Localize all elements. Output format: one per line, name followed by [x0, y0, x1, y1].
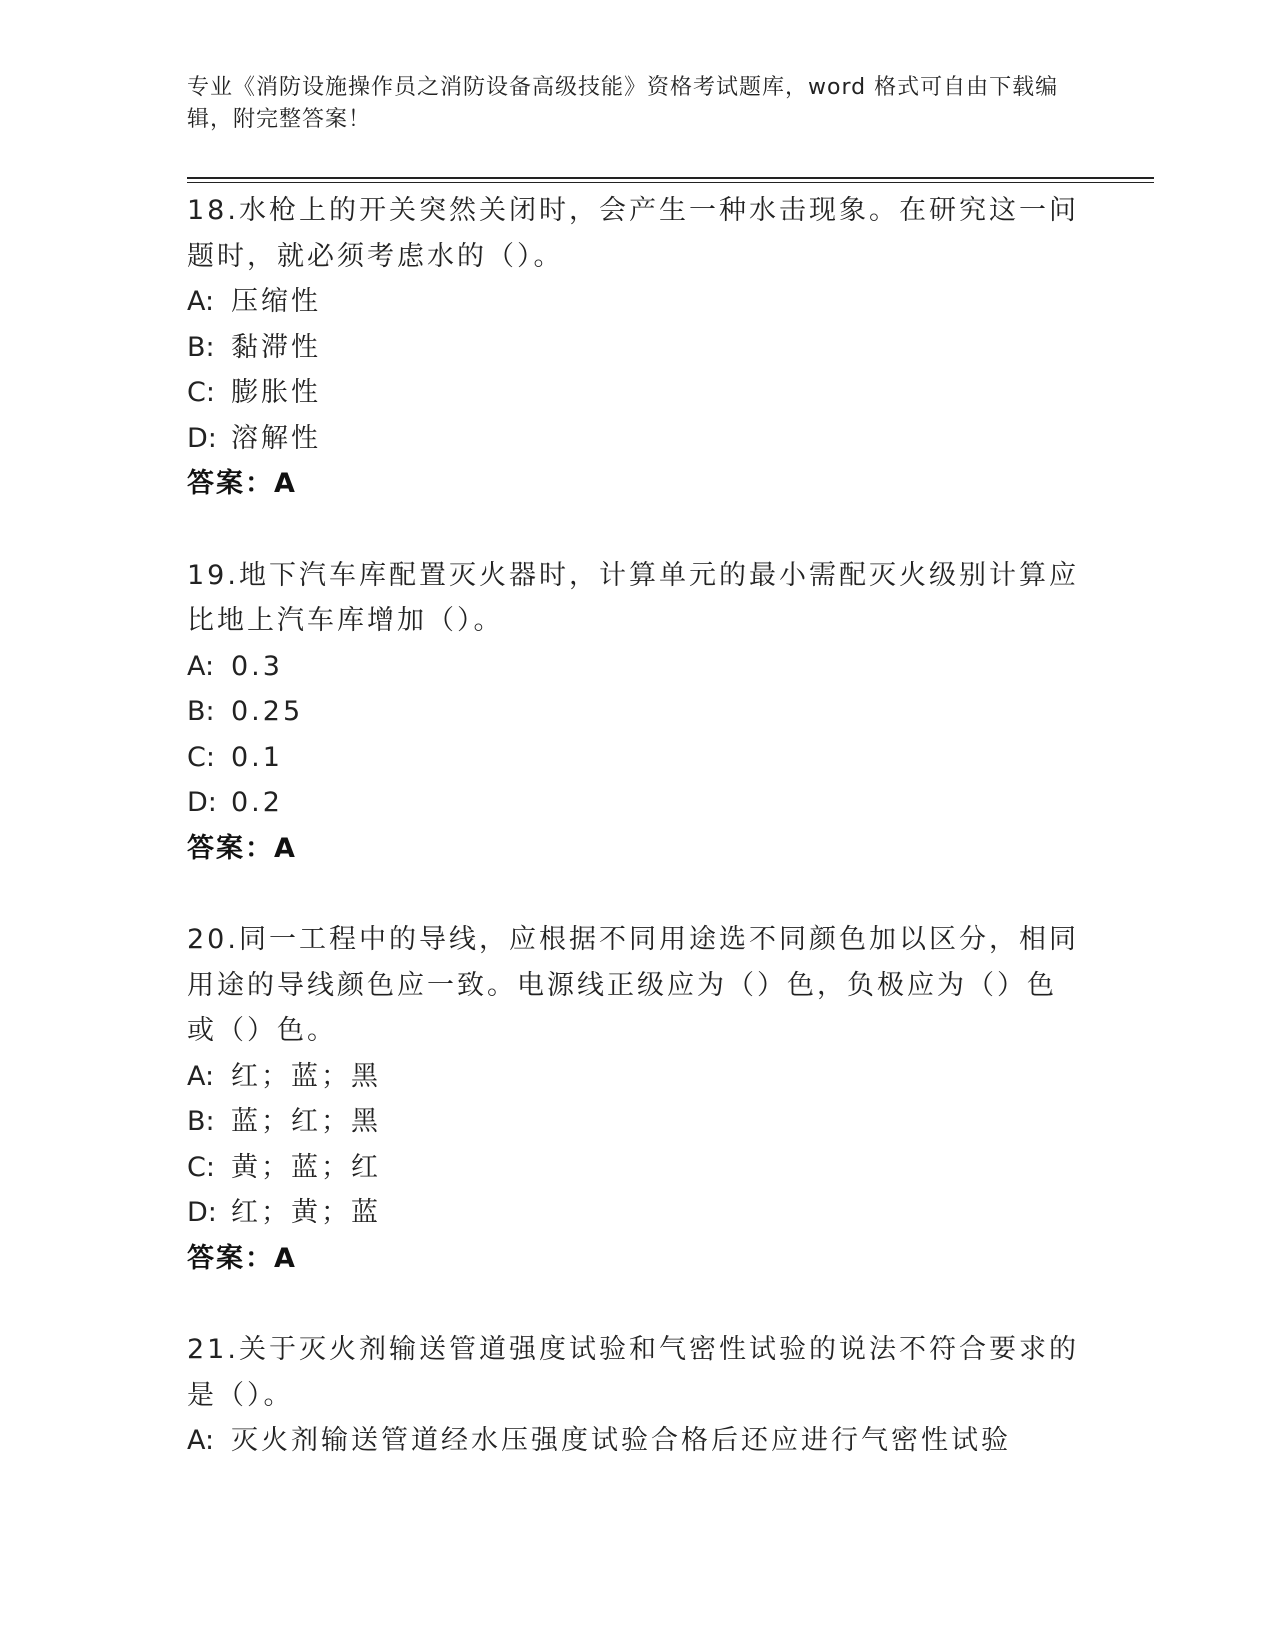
question-stem: 21.关于灭火剂输送管道强度试验和气密性试验的说法不符合要求的是（）。	[187, 1334, 1079, 1411]
option-letter: D:	[187, 1197, 217, 1228]
option-a	[187, 1054, 1082, 1100]
option-letter: C:	[187, 377, 215, 408]
document-header: 专业《消防设施操作员之消防设备高级技能》资格考试题库，word 格式可自由下载编辑，附完整答案！	[187, 75, 1059, 132]
option-c	[187, 735, 1082, 781]
option-d	[187, 1190, 1082, 1236]
option-text: 黄；蓝；红	[231, 1151, 381, 1183]
option-text: 0.3	[231, 650, 283, 682]
question-stem: 18.水枪上的开关突然关闭时，会产生一种水击现象。在研究这一问题时，就必须考虑水的（）。	[187, 195, 1079, 272]
option-text: 红；黄；蓝	[231, 1197, 381, 1228]
question-list	[187, 188, 1082, 1510]
option-d	[187, 780, 1082, 826]
option-text: 红；蓝；黑	[231, 1060, 381, 1092]
option-letter: D:	[187, 787, 217, 818]
question-stem: 19.地下汽车库配置灭火器时，计算单元的最小需配灭火级别计算应比地上汽车库增加（）。	[187, 559, 1079, 636]
option-c	[187, 370, 1082, 416]
option-text: 蓝；红；黑	[231, 1106, 381, 1137]
option-a	[187, 279, 1082, 325]
option-letter: B:	[187, 331, 215, 363]
option-letter: C:	[187, 1151, 215, 1183]
question-stem: 20.同一工程中的导线，应根据不同用途选不同颜色加以区分，相同用途的导线颜色应一致。电源线正级应为（）色，负极应为（）色或（）色。	[187, 924, 1079, 1046]
question-21	[187, 1327, 1082, 1464]
option-text: 0.25	[231, 696, 304, 727]
header-divider-thick	[187, 177, 1154, 179]
question-19	[187, 553, 1082, 872]
option-text: 黏滞性	[231, 331, 321, 363]
option-letter: B:	[187, 696, 215, 727]
option-letter: B:	[187, 1106, 215, 1137]
option-letter: A:	[187, 1060, 215, 1092]
option-letter: A:	[187, 1425, 215, 1456]
option-letter: C:	[187, 741, 215, 773]
option-d	[187, 416, 1082, 462]
question-18	[187, 188, 1082, 507]
option-text: 0.1	[231, 741, 283, 773]
option-text: 灭火剂输送管道经水压强度试验合格后还应进行气密性试验	[231, 1425, 1011, 1456]
option-letter: A:	[187, 286, 215, 317]
answer-line: 答案：A	[187, 1242, 297, 1274]
option-text: 0.2	[231, 787, 283, 818]
option-b	[187, 1099, 1082, 1145]
option-a	[187, 644, 1082, 690]
option-text: 膨胀性	[231, 377, 321, 408]
option-b	[187, 689, 1082, 735]
option-letter: D:	[187, 422, 217, 454]
question-20	[187, 917, 1082, 1281]
option-b	[187, 325, 1082, 371]
option-c	[187, 1145, 1082, 1191]
answer-line: 答案：A	[187, 832, 297, 864]
answer-line: 答案：A	[187, 468, 297, 499]
option-text: 压缩性	[231, 286, 321, 317]
option-a	[187, 1418, 1082, 1464]
option-letter: A:	[187, 650, 215, 682]
header-divider-thin	[187, 182, 1154, 183]
option-text: 溶解性	[231, 422, 321, 454]
